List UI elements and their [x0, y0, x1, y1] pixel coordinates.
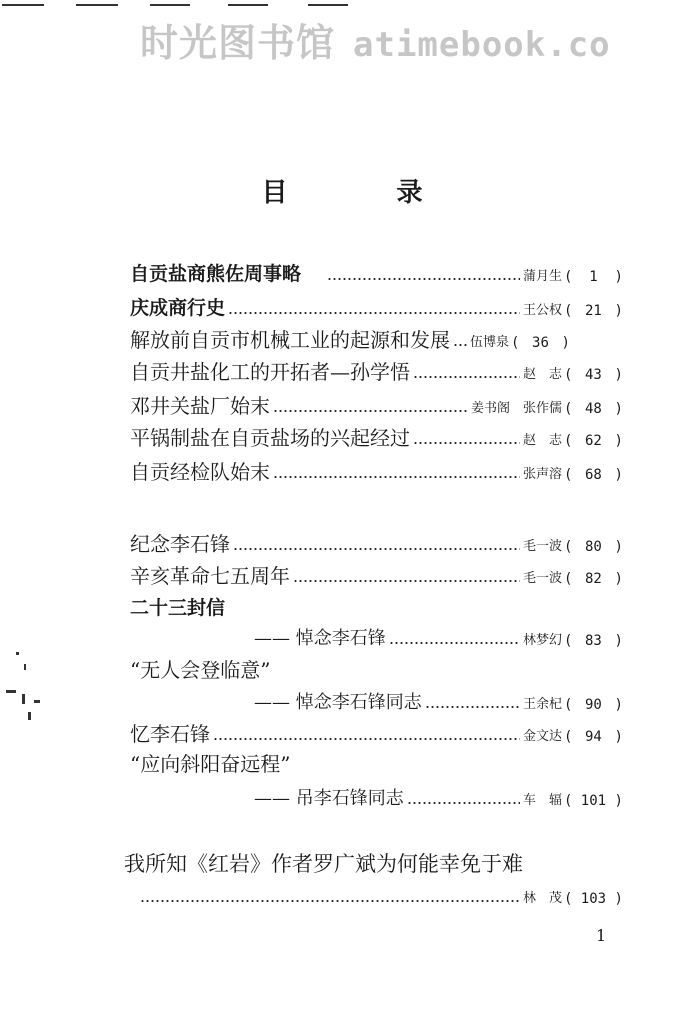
page-number: 1 [596, 926, 607, 945]
entry-author: 赵 志 [522, 433, 562, 448]
entry-author: 毛一波 [522, 571, 562, 586]
dot-leader [273, 410, 468, 412]
entry-title: 自贡井盐化工的开拓者—孙学悟 [130, 360, 410, 384]
entry-page: ( 94 ) [564, 729, 623, 745]
entry-page: ( 1 ) [564, 269, 623, 285]
scan-speck [24, 664, 26, 670]
page-title: 目 录 [261, 178, 473, 208]
entry-title: 辛亥革命七五周年 [130, 564, 290, 588]
toc-entry[interactable] [130, 324, 640, 352]
scan-speck [22, 694, 25, 704]
entry-title: 平锅制盐在自贡盐场的兴起经过 [130, 426, 410, 450]
entry-author: 车 辐 [522, 793, 562, 808]
entry-page: ( 83 ) [564, 633, 623, 649]
entry-author: 毛一波 [522, 539, 562, 554]
entry-author: 王公权 [522, 303, 562, 318]
toc-entry[interactable] [254, 686, 640, 714]
toc-entry[interactable] [254, 622, 640, 650]
entry-page: ( 62 ) [564, 433, 623, 449]
entry-author: 王余杞 [522, 697, 562, 712]
entry-author: 赵 志 [522, 367, 562, 382]
dot-leader [389, 642, 520, 644]
entry-page: ( 48 ) [564, 401, 623, 417]
watermark-cn: 时光图书馆 [140, 21, 336, 65]
toc-entry[interactable] [130, 292, 640, 320]
entry-page: ( 103 ) [564, 891, 623, 907]
entry-author: 蒲月生 [522, 269, 562, 284]
entry-title: 自贡经检队始末 [130, 460, 270, 484]
dot-leader [213, 738, 520, 740]
dot-leader [413, 442, 520, 444]
dot-leader [413, 376, 520, 378]
entry-title: 庆成商行史 [130, 297, 226, 319]
entry-author: 姜书阁 张作儒 [470, 401, 562, 416]
entry-page: ( 80 ) [564, 539, 623, 555]
entry-title: 邓井关盐厂始末 [130, 394, 270, 418]
entry-title: 二十三封信 [130, 597, 226, 619]
toc-entry[interactable] [140, 880, 640, 908]
entry-author: 张声溶 [522, 467, 562, 482]
entry-author: 金文达 [522, 729, 562, 744]
toc-entry-heading [130, 654, 640, 682]
toc-entry[interactable] [130, 528, 640, 556]
entry-page: ( 90 ) [564, 697, 623, 713]
entry-title: “应向斜阳奋远程” [130, 752, 291, 776]
watermark-url: atimebook.co [353, 25, 611, 65]
toc-entry-heading [130, 748, 640, 776]
entry-page: ( 82 ) [564, 571, 623, 587]
scan-speck [34, 700, 40, 703]
entry-title: “无人会登临意” [130, 658, 271, 682]
toc-entry-heading [124, 848, 640, 876]
entry-title: —— 悼念李石锋同志 [254, 692, 422, 713]
dot-leader [273, 476, 520, 478]
entry-title: 纪念李石锋 [130, 532, 230, 556]
toc-entry[interactable] [130, 258, 640, 286]
entry-page: ( 36 ) [511, 335, 570, 351]
scan-speck [6, 690, 16, 693]
toc-entry[interactable] [130, 422, 640, 450]
dot-leader [407, 802, 520, 804]
entry-title: 我所知《红岩》作者罗广斌为何能幸免于难 [124, 852, 523, 876]
toc-entry-heading [130, 592, 640, 620]
entry-page: ( 101 ) [564, 793, 623, 809]
dot-leader [228, 312, 520, 314]
toc-entry[interactable] [254, 782, 640, 810]
dot-leader [233, 548, 520, 550]
entry-title: 自贡盐商熊佐周事略 [130, 263, 302, 285]
entry-author: 伍博泉 [470, 335, 510, 350]
entry-title: —— 悼念李石锋 [254, 628, 386, 649]
entry-author: 林 茂 [522, 891, 562, 906]
toc-entry[interactable] [130, 456, 640, 484]
entry-title: —— 吊李石锋同志 [254, 788, 404, 809]
toc-entry[interactable] [130, 356, 640, 384]
entry-title: 解放前自贡市机械工业的起源和发展 [130, 328, 450, 352]
dot-leader [140, 900, 520, 902]
toc-entry[interactable] [130, 560, 640, 588]
dot-leader [327, 278, 520, 280]
entry-title: 忆李石锋 [130, 722, 210, 746]
scan-speck [16, 652, 19, 655]
dot-leader [425, 706, 520, 708]
entry-page: ( 21 ) [564, 303, 623, 319]
entry-author: 林梦幻 [522, 633, 562, 648]
entry-page: ( 68 ) [564, 467, 623, 483]
entry-page: ( 43 ) [564, 367, 623, 383]
toc-entry[interactable] [130, 718, 640, 746]
toc-entry[interactable] [130, 390, 640, 418]
dot-leader [453, 344, 467, 346]
dot-leader [293, 580, 520, 582]
scan-speck [28, 712, 31, 720]
